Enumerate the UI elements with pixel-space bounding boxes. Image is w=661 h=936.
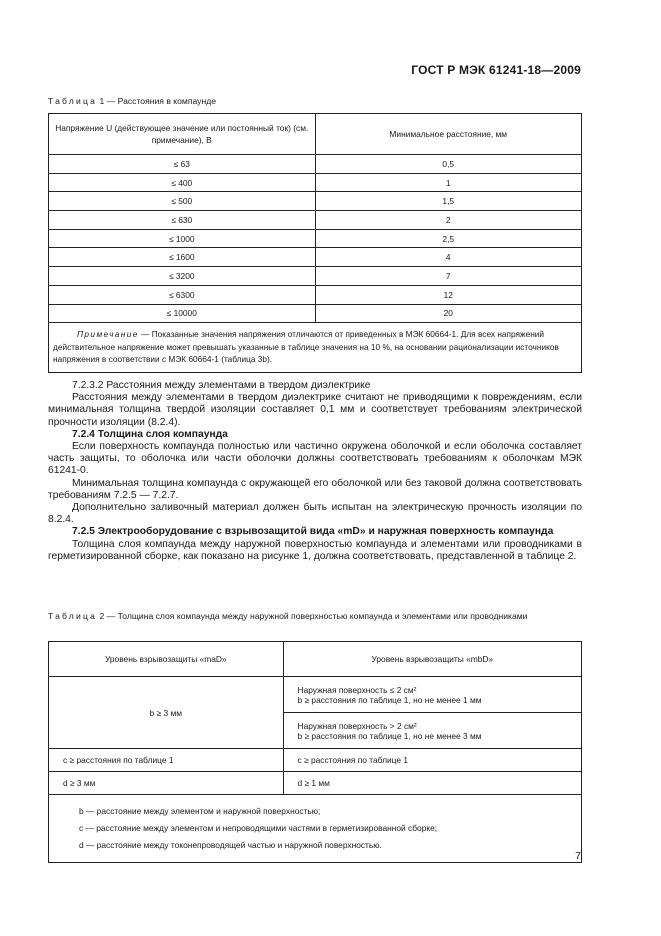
table-row: [49, 192, 582, 211]
table1-caption-word: Таблица: [48, 96, 98, 106]
paragraph: Толщина слоя компаунда между наружной поверхностью компаунда и элементами или проводниками в герметизированной сборке, как показано на рисунке 1, должна соответствовать, представленной в таблице 2.: [48, 538, 582, 562]
voltage-cell: ≤ 1000: [49, 229, 316, 248]
definition-item: d — расстояние между токонепроводящей частью и наружной поверхностью.: [79, 840, 382, 850]
distance-cell: 20: [315, 304, 582, 323]
voltage-cell: ≤ 1600: [49, 248, 316, 267]
table1-distances: [48, 113, 582, 373]
table1-col1-header: Напряжение U (действующее значение или постоянный ток) (см. примечание), В: [49, 114, 316, 155]
paragraph: Дополнительно заливочный материал должен быть испытан на электрическую прочность изоляции по 8.2.4.: [48, 502, 582, 526]
table2-caption-word: Таблица: [48, 611, 98, 621]
table2-col2-header: Уровень взрывозащиты «mbD»: [283, 642, 581, 677]
distance-cell: 4: [315, 248, 582, 267]
distance-cell: 12: [315, 285, 582, 304]
table2-b-madd-cell: b ≥ 3 мм: [49, 677, 284, 749]
section-heading-7-2-5: 7.2.5 Электрооборудование с взрывозащитой вида «mD» и наружная поверхность компаунда: [72, 526, 554, 538]
note-label: Примечание: [77, 329, 139, 340]
table-row: [49, 267, 582, 286]
cell-line: b ≥ расстояния по таблице 1, но не менее 3 мм: [297, 730, 482, 741]
table2-c-madd-cell: c ≥ расстояния по таблице 1: [49, 749, 284, 772]
distance-cell: 0,5: [315, 155, 582, 174]
table2-c-mbd-cell: c ≥ расстояния по таблице 1: [283, 749, 581, 772]
table-row: [49, 229, 582, 248]
distance-cell: 1: [315, 173, 582, 192]
table2-caption-text: 2 — Толщина слоя компаунда между наружной поверхностью компаунда и элементами или проводниками: [99, 611, 528, 621]
table2-definitions: [49, 795, 582, 863]
voltage-cell: ≤ 500: [49, 192, 316, 211]
voltage-cell: ≤ 3200: [49, 267, 316, 286]
table1-caption: [48, 96, 216, 106]
table-row: [49, 304, 582, 323]
section-7-2-text: [48, 380, 582, 563]
voltage-cell: ≤ 630: [49, 211, 316, 230]
document-standard-header: ГОСТ Р МЭК 61241-18—2009: [411, 63, 581, 77]
table-row: [49, 248, 582, 267]
definition-item: c — расстояние между элементом и непроводящими частями в герметизированной сборке;: [79, 823, 438, 833]
table1-note-row: [49, 323, 582, 373]
distance-cell: 1,5: [315, 192, 582, 211]
page-number: 7: [575, 850, 581, 862]
table2-d-mbd-cell: d ≥ 1 мм: [283, 772, 581, 795]
paragraph: Расстояния между элементами в твердом диэлектрике считают не приводящими к повреждениям, если минимальная толщина твердой изоляции составляет 0,1 мм и соответствует требованиям электрической прочности изоляции (8.2.4).: [48, 392, 582, 428]
table2-compound-thickness: [48, 641, 582, 863]
cell-line: b ≥ расстояния по таблице 1, но не менее 1 мм: [297, 694, 482, 705]
section-heading-7-2-3-2: 7.2.3.2 Расстояния между элементами в твердом диэлектрике: [72, 380, 371, 391]
voltage-cell: ≤ 6300: [49, 285, 316, 304]
table2-header-row: [49, 642, 582, 677]
table2-d-madd-cell: d ≥ 3 мм: [49, 772, 284, 795]
voltage-cell: ≤ 63: [49, 155, 316, 174]
note-text: — Показанные значения напряжения отличаются от приведенных в МЭК 60664-1. Для всех напряжений действительное напряжение может превышать указанные в таблице значения на 10 %, на основании рационализации источников напряжения в соответствии с МЭК 60664-1 (таблица 3b).: [53, 329, 559, 365]
table-row: [49, 155, 582, 174]
table2-b-large-surface-cell: [283, 713, 581, 749]
table-row: [49, 211, 582, 230]
table2-col1-header: Уровень взрывозащиты «maD»: [49, 642, 284, 677]
table1-caption-text: 1 — Расстояния в компаунде: [99, 96, 216, 106]
table1-header-row: [49, 114, 582, 155]
distance-cell: 2: [315, 211, 582, 230]
distance-cell: 2,5: [315, 229, 582, 248]
table1-note: [49, 323, 582, 373]
table1-col2-header: Минимальное расстояние, мм: [315, 114, 582, 155]
table-row: [49, 749, 582, 772]
table2-caption: [48, 611, 582, 622]
table-row: [49, 772, 582, 795]
table-row: [49, 285, 582, 304]
paragraph: Минимальная толщина компаунда с окружающей его оболочкой или без таковой должна соответствовать требованиям 7.2.5 — 7.2.7.: [48, 477, 582, 501]
table-row: [49, 173, 582, 192]
table-row: [49, 677, 582, 713]
cell-line: Наружная поверхность > 2 см²: [297, 720, 417, 731]
definition-item: b — расстояние между элементом и наружной поверхностью;: [79, 806, 321, 816]
cell-line: Наружная поверхность ≤ 2 см²: [297, 684, 417, 695]
voltage-cell: ≤ 400: [49, 173, 316, 192]
voltage-cell: ≤ 10000: [49, 304, 316, 323]
section-heading-7-2-4: 7.2.4 Толщина слоя компаунда: [72, 428, 228, 440]
table2-b-small-surface-cell: [283, 677, 581, 713]
table2-definitions-row: [49, 795, 582, 863]
distance-cell: 7: [315, 267, 582, 286]
paragraph: Если поверхность компаунда полностью или частично окружена оболочкой и если оболочка составляет часть защиты, то оболочка или части оболочки должны соответствовать требованиям к оболочкам МЭК 61241-0.: [48, 441, 582, 477]
